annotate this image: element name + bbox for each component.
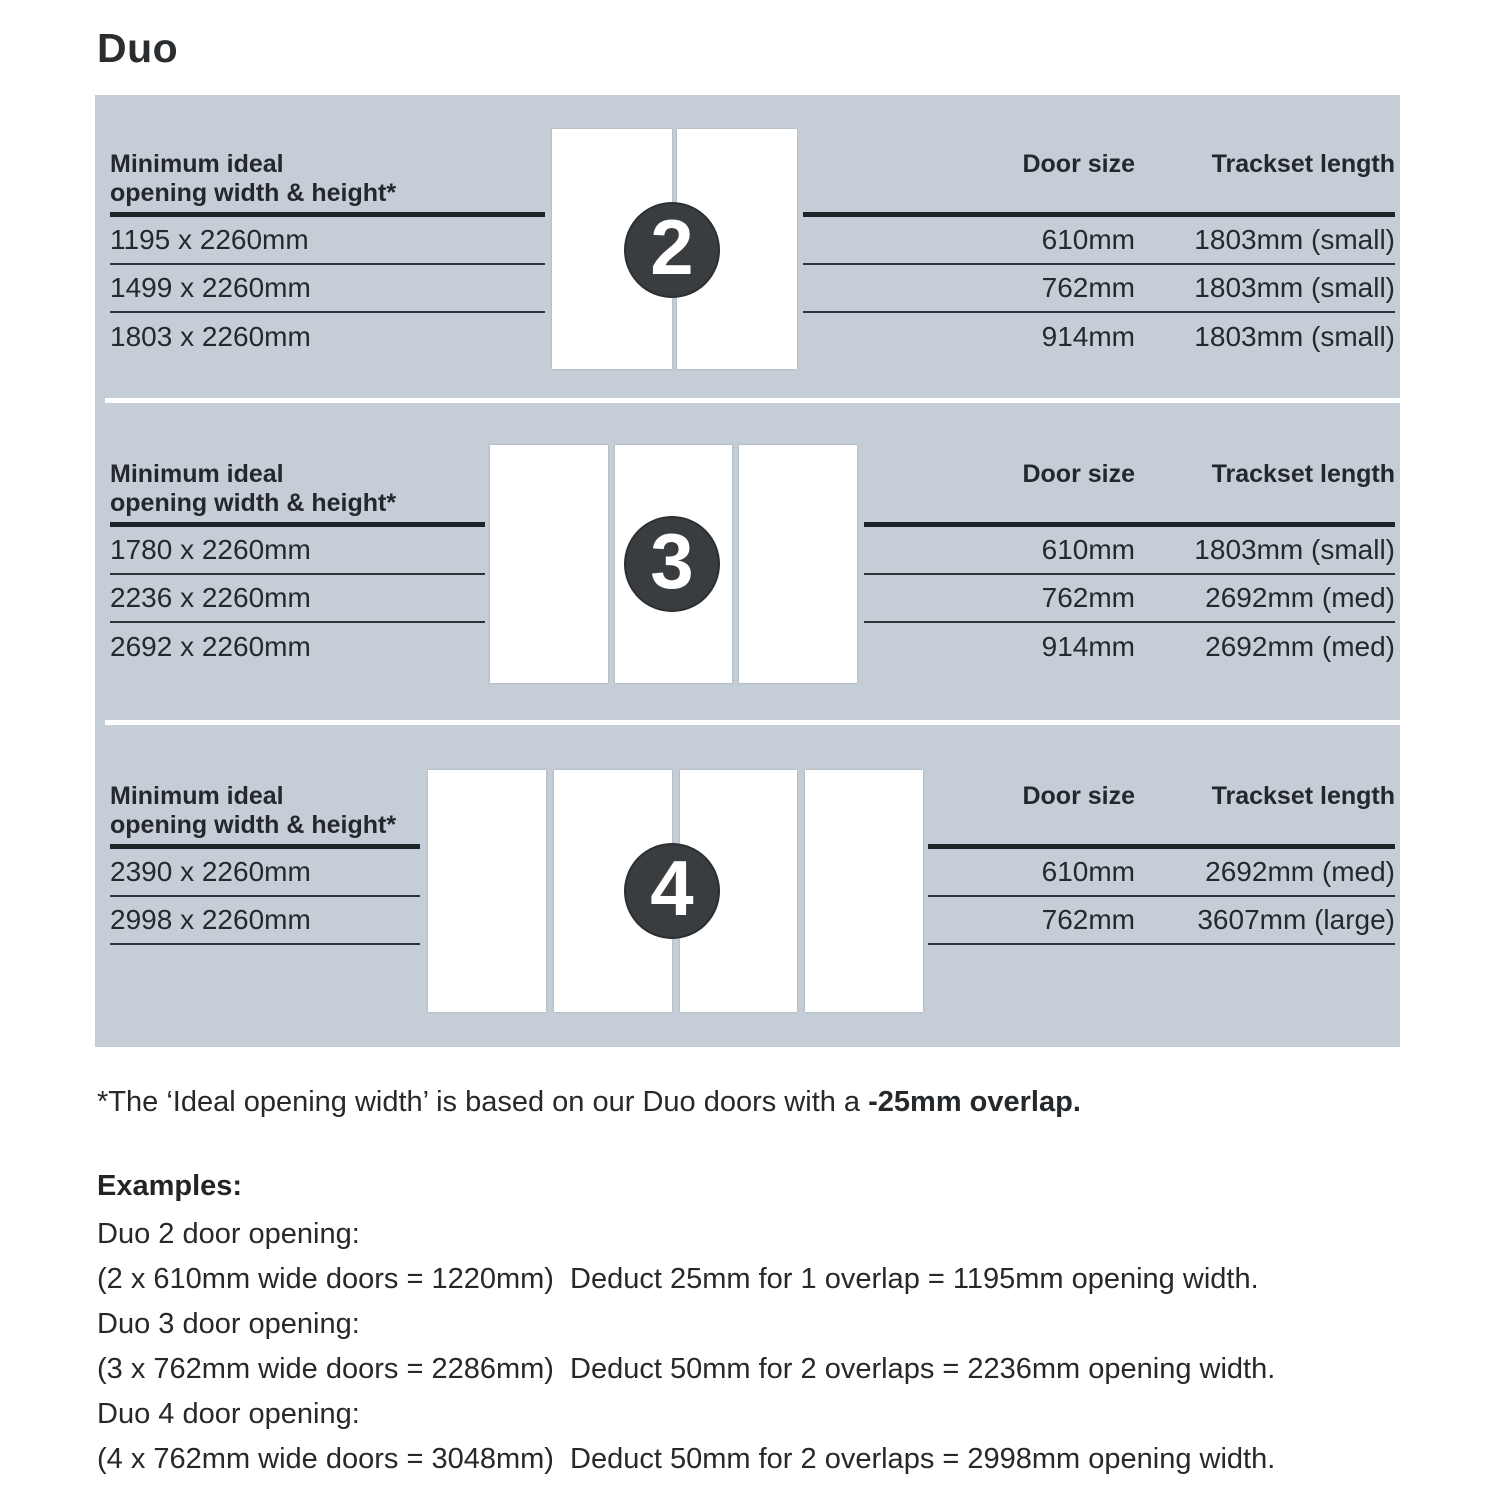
door-count-badge-2: 2 [624,202,720,298]
example-line: Duo 3 door opening: [97,1308,360,1340]
opening-rows [110,844,420,945]
trackset-value: 1803mm (small) [1194,534,1395,565]
door-size-value: 914mm [1041,631,1135,662]
examples-list [97,1212,1275,1482]
door-size-rows [864,522,1395,671]
sizing-guide-panel [95,95,1400,1047]
min-opening-header [110,460,485,522]
table-row [928,849,1395,897]
door-count-badge-3: 3 [624,516,720,612]
section-divider [105,398,1400,403]
opening-rows [110,212,545,361]
door-size-rows [803,212,1395,361]
door-size-table-2-door [803,150,1395,361]
door-size-table-4-door [928,782,1395,945]
example-line: Duo 4 door opening: [97,1398,360,1430]
door-size-table-header [803,150,1395,212]
opening-row: 1780 x 2260mm [110,527,485,575]
example-line: (3 x 762mm wide doors = 2286mm) Deduct 50mm for 2 overlaps = 2236mm opening width. [97,1353,1276,1385]
opening-row: 2998 x 2260mm [110,897,420,945]
door-panel [805,770,923,1012]
opening-rows [110,522,485,671]
min-opening-header-line2: opening width & height* [110,489,397,517]
door-size-value: 914mm [1041,321,1135,352]
opening-row: 1803 x 2260mm [110,321,311,352]
door-size-column-header: Door size [1022,460,1135,488]
trackset-value: 3607mm (large) [1197,904,1395,935]
table-row [864,575,1395,623]
door-panel [490,445,608,683]
trackset-value: 1803mm (small) [1194,224,1395,255]
min-opening-table-2-door [110,150,545,361]
min-opening-header-line2: opening width & height* [110,179,397,207]
min-opening-header-line1: Minimum ideal [110,460,284,488]
min-opening-header [110,782,420,844]
footnote [97,1086,1081,1119]
trackset-column-header: Trackset length [1211,782,1395,810]
example-line: (4 x 762mm wide doors = 3048mm) Deduct 50mm for 2 overlaps = 2998mm opening width. [97,1443,1276,1475]
section-divider [105,720,1400,725]
door-size-column-header: Door size [1022,150,1135,178]
trackset-value: 2692mm (med) [1205,582,1395,613]
min-opening-header-line1: Minimum ideal [110,782,284,810]
min-opening-header-line1: Minimum ideal [110,150,284,178]
door-size-value: 610mm [1041,856,1135,887]
door-count-badge-4: 4 [624,843,720,939]
door-size-rows [928,844,1395,945]
trackset-column-header: Trackset length [1211,460,1395,488]
example-line: Duo 2 door opening: [97,1218,360,1250]
table-row [803,313,1395,361]
door-size-value: 610mm [1041,224,1135,255]
table-row [864,623,1395,671]
table-row [928,897,1395,945]
min-opening-table-3-door [110,460,485,671]
section-4-door [95,727,1400,1047]
trackset-value: 1803mm (small) [1194,272,1395,303]
trackset-column-header: Trackset length [1211,150,1395,178]
min-opening-table-4-door [110,782,420,945]
door-size-value: 762mm [1041,582,1135,613]
door-panel [739,445,857,683]
footnote-text: *The ‘Ideal opening width’ is based on our Duo doors with a [97,1086,869,1118]
opening-row: 2692 x 2260mm [110,631,311,662]
trackset-value: 2692mm (med) [1205,856,1395,887]
section-2-door [95,95,1400,400]
opening-row: 1195 x 2260mm [110,217,545,265]
opening-row: 2390 x 2260mm [110,849,420,897]
table-row [803,265,1395,313]
footnote-bold: -25mm overlap. [868,1086,1081,1118]
door-panel [428,770,546,1012]
door-size-value: 762mm [1041,272,1135,303]
min-opening-header-line2: opening width & height* [110,811,397,839]
examples-heading: Examples: [97,1170,243,1202]
opening-row: 2236 x 2260mm [110,575,485,623]
example-line: (2 x 610mm wide doors = 1220mm) Deduct 25mm for 1 overlap = 1195mm opening width. [97,1263,1259,1295]
trackset-value: 2692mm (med) [1205,631,1395,662]
door-size-table-header [928,782,1395,844]
door-size-table-3-door [864,460,1395,671]
table-row [864,527,1395,575]
door-size-value: 610mm [1041,534,1135,565]
opening-row: 1499 x 2260mm [110,265,545,313]
door-size-value: 762mm [1041,904,1135,935]
section-3-door [95,405,1400,722]
page-title: Duo [97,25,179,71]
door-size-column-header: Door size [1022,782,1135,810]
table-row [803,217,1395,265]
trackset-value: 1803mm (small) [1194,321,1395,352]
door-size-table-header [864,460,1395,522]
min-opening-header [110,150,545,212]
